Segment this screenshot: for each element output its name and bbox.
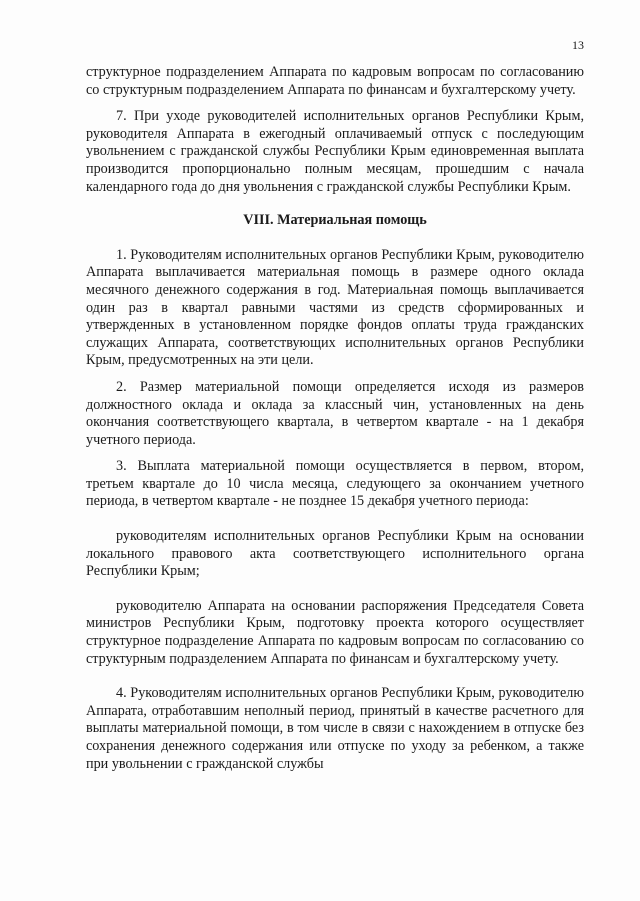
paragraph-3-item-apparatus: руководителю Аппарата на основании распоряжения Председателя Совета министров Республики Крым, подготовку проекта которого осуществляет структурное подразделение Аппарата по кадровым вопросам по согласованию со структурным подразделением Аппарата по финансам и бухгалтерскому учету. [86, 597, 584, 667]
section-heading: VIII. Материальная помощь [243, 212, 427, 229]
document-body [86, 64, 584, 782]
paragraph-continuation: структурное подразделением Аппарата по кадровым вопросам по согласованию со структурным подразделением Аппарата по финансам и бухгалтерскому учету. [86, 64, 584, 98]
paragraph-1: 1. Руководителям исполнительных органов Республики Крым, руководителю Аппарата выплачивается материальная помощь в размере одного оклада месячного денежного содержания в год. Материальная помощь выплачивается один раз в квартал равными частями из средств сформированных и утвержденных в установленном порядке фондов оплаты труда гражданских служащих Аппарата, соответствующих исполнительных органов Республики Крым, предусмотренных на эти цели. [86, 246, 584, 369]
paragraph-3: 3. Выплата материальной помощи осуществляется в первом, втором, третьем квартале до 10 числа месяца, следующего за окончанием учетного периода, в четвертом квартале - не позднее 15 декабря учетного периода: [86, 458, 584, 510]
paragraph-7: 7. При уходе руководителей исполнительных органов Республики Крым, руководителя Аппарата в ежегодный оплачиваемый отпуск с последующим увольнением с гражданской службы Республики Крым единовременная выплата производится пропорционально полным месяцам, прошедшим с начала календарного года до дня увольнения с гражданской службы Республики Крым. [86, 108, 584, 195]
paragraph-2: 2. Размер материальной помощи определяется исходя из размеров должностного оклада и оклада за классный чин, установленных на день окончания соответствующего квартала, в четвертом квартале - на 1 декабря учетного периода. [86, 378, 584, 448]
page-number: 13 [572, 38, 584, 52]
paragraph-4: 4. Руководителям исполнительных органов Республики Крым, руководителю Аппарата, отработавшим неполный период, принятый в качестве расчетного для выплаты материальной помощи, в том числе в связи с нахождением в отпуске без сохранения денежного содержания или отпуске по уходу за ребенком, а также при увольнении с гражданской службы [86, 685, 584, 772]
paragraph-3-item-heads: руководителям исполнительных органов Республики Крым на основании локального правового акта соответствующего исполнительного органа Республики Крым; [86, 528, 584, 580]
